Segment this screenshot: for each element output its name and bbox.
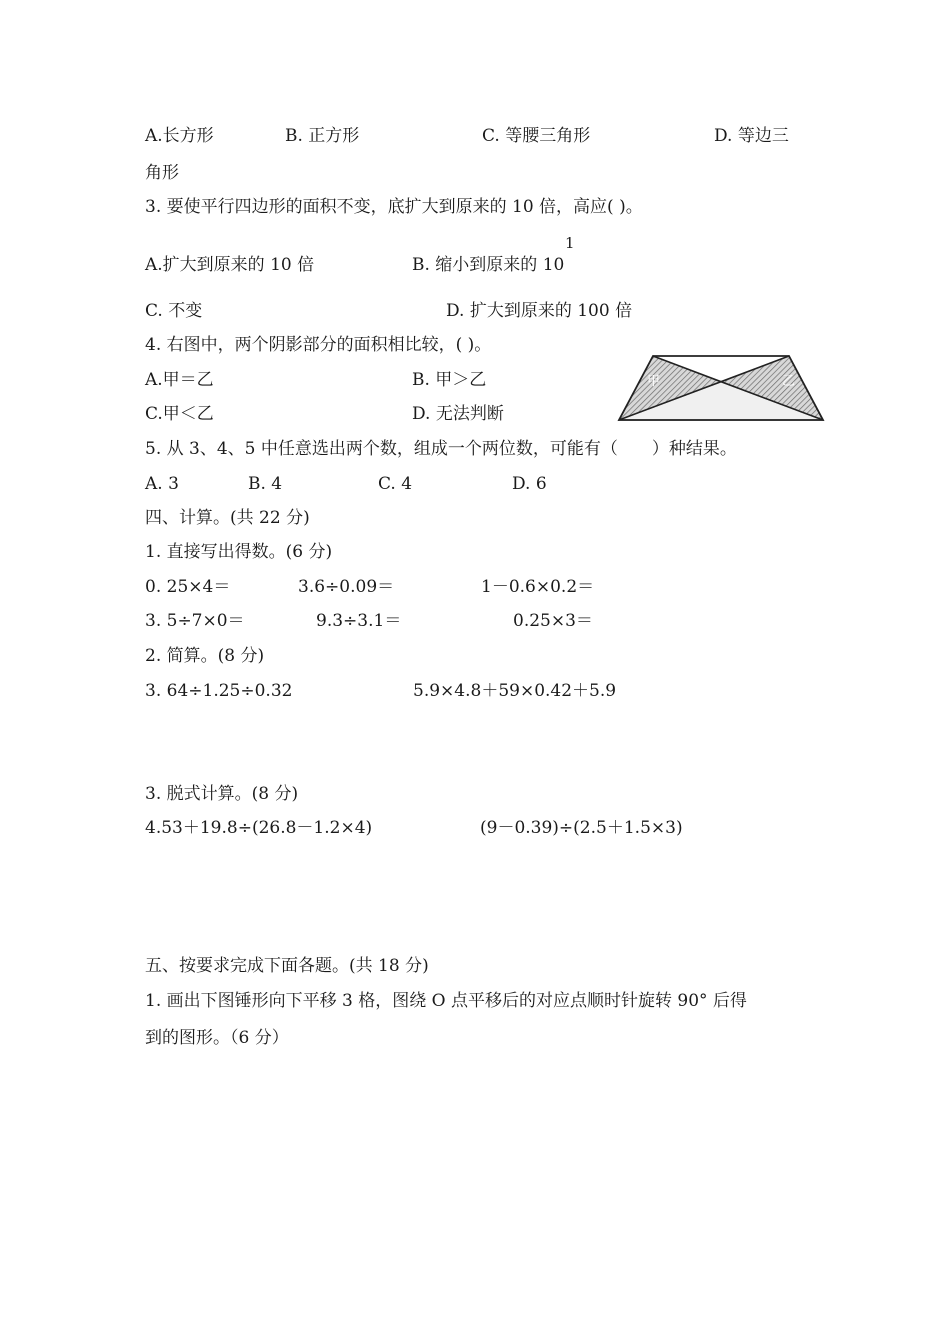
section5-q1-line1: 1. 画出下图锤形向下平移 3 格，图绕 O 点平移后的对应点顺时针旋转 90° 后得 [145,991,747,1011]
calc-item: 3. 5÷7×0＝ [145,611,245,631]
q3-option-a: A.扩大到原来的 10 倍 [145,255,315,275]
simplify-item: 3. 64÷1.25÷0.32 [145,681,293,701]
q2-option-a: A.长方形 [145,126,214,146]
section4-part3-title: 3. 脱式计算。(8 分) [145,784,299,804]
q4-option-b: B. 甲＞乙 [412,370,487,390]
q3-fraction-numerator: 1 [565,234,575,252]
q3-question: 3. 要使平行四边形的面积不变，底扩大到原来的 10 倍，高应( )。 [145,197,643,217]
section5-title: 五、按要求完成下面各题。(共 18 分) [145,956,429,976]
q3-option-c: C. 不变 [145,301,203,321]
q4-question: 4. 右图中，两个阴影部分的面积相比较，( )。 [145,335,492,355]
q4-option-a: A.甲＝乙 [145,370,214,390]
q5-question: 5. 从 3、4、5 中任意选出两个数，组成一个两位数，可能有（ ）种结果。 [145,439,737,459]
section4-part1-title: 1. 直接写出得数。(6 分) [145,542,333,562]
calc-item: 0. 25×4＝ [145,577,231,597]
stepwise-item: (9－0.39)÷(2.5＋1.5×3) [480,818,683,838]
q5-option-b: B. 4 [248,474,283,494]
calc-item: 3.6÷0.09＝ [298,577,395,597]
section4-part2-title: 2. 简算。(8 分) [145,646,265,666]
label-yi: 乙 [782,374,796,389]
calc-item: 0.25×3＝ [513,611,593,631]
section5-q1-line2: 到的图形。（6 分） [145,1028,289,1048]
trapezoid-figure [617,354,825,422]
calc-item: 9.3÷3.1＝ [316,611,402,631]
simplify-item: 5.9×4.8＋59×0.42＋5.9 [413,681,617,701]
q3-option-b: B. 缩小到原来的 10 [412,255,565,275]
q5-option-a: A. 3 [145,474,179,494]
q4-option-d: D. 无法判断 [412,404,504,424]
q2-option-d: D. 等边三 [714,126,789,146]
q2-option-d-continued: 角形 [145,163,179,183]
stepwise-item: 4.53＋19.8÷(26.8－1.2×4) [145,818,373,838]
q2-option-b: B. 正方形 [285,126,360,146]
label-jia: 甲 [647,374,661,389]
q4-option-c: C.甲＜乙 [145,404,214,424]
section4-title: 四、计算。(共 22 分) [145,508,310,528]
calc-item: 1－0.6×0.2＝ [481,577,595,597]
q3-option-d: D. 扩大到原来的 100 倍 [446,301,633,321]
q5-option-d: D. 6 [512,474,547,494]
q5-option-c: C. 4 [378,474,413,494]
q2-option-c: C. 等腰三角形 [482,126,591,146]
